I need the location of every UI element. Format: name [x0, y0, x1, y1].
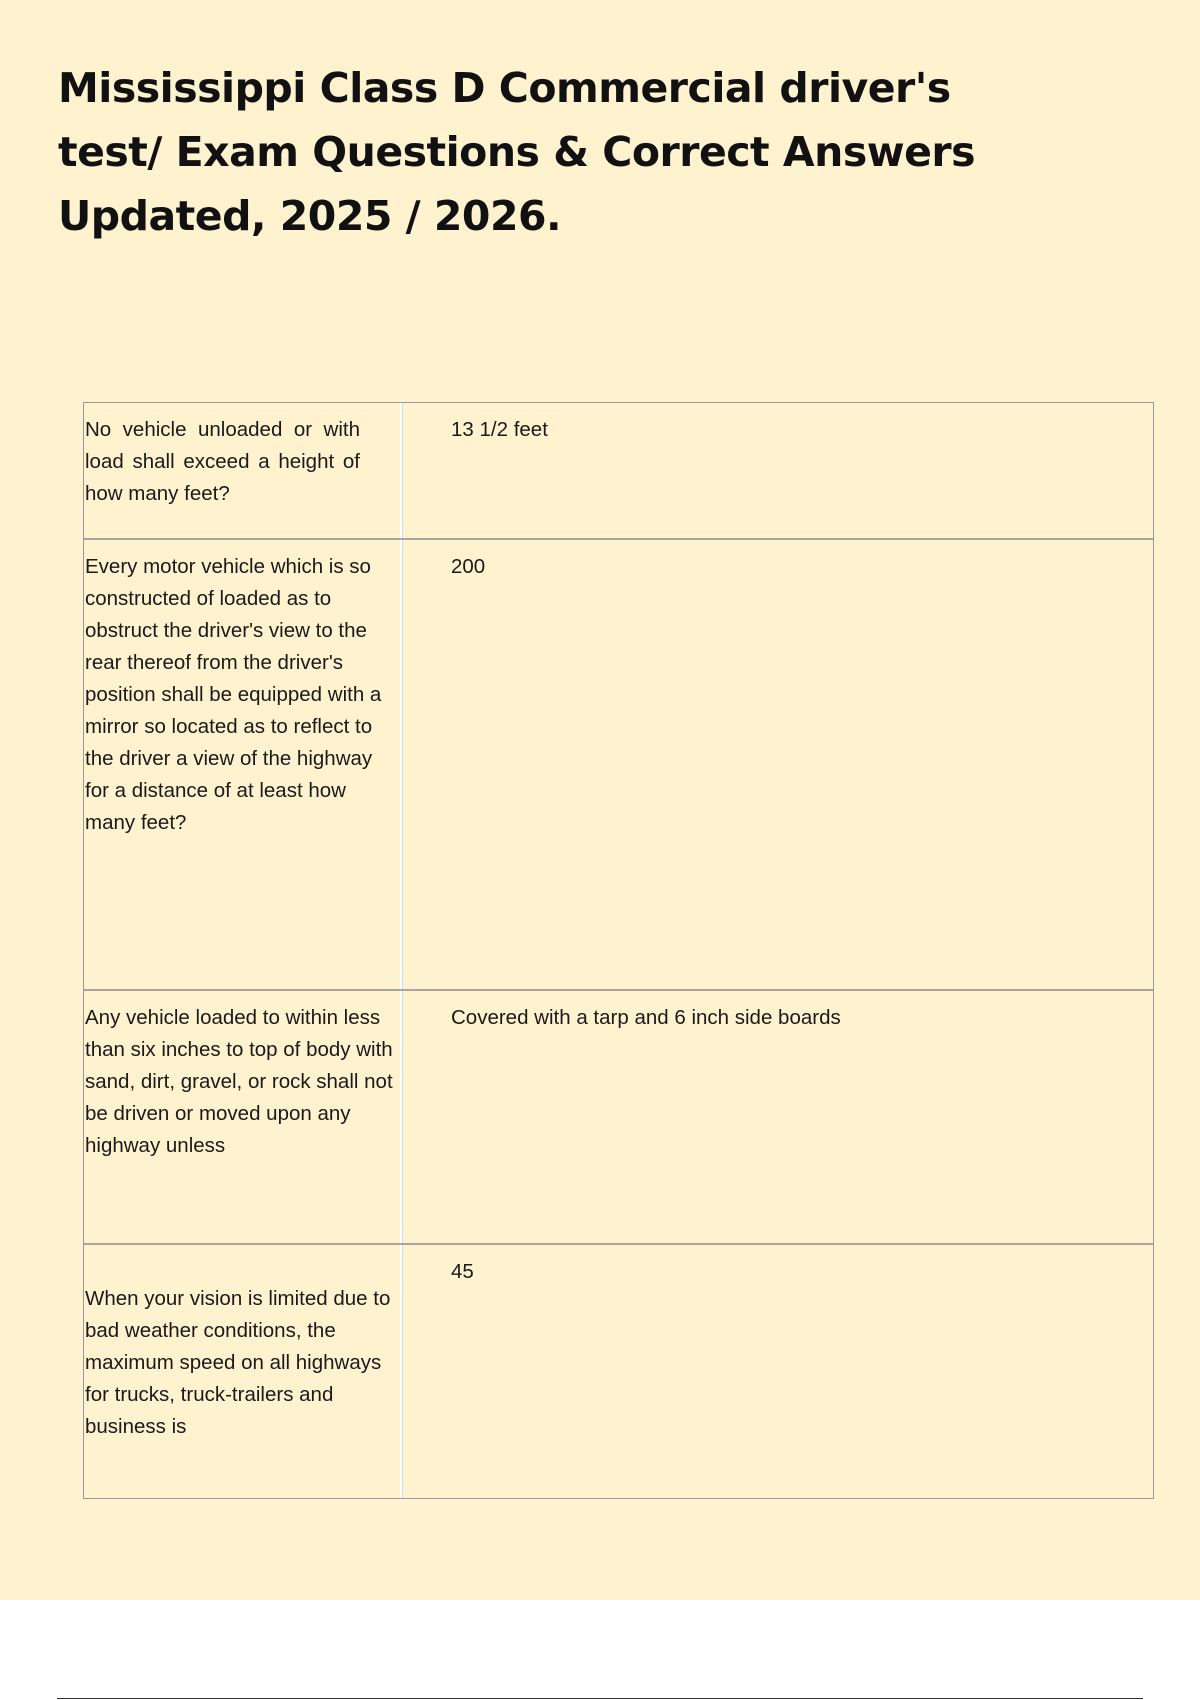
question-cell: When your vision is limited due to bad weather conditions, the maximum speed on all highways for trucks, truck-trailers and business is: [84, 1245, 402, 1498]
table-row: [84, 540, 1153, 991]
question-cell: No vehicle unloaded or with load shall exceed a height of how many feet?: [84, 403, 402, 538]
table-row: [84, 1245, 1153, 1498]
footer-divider: [57, 1698, 1143, 1699]
table-row: [84, 403, 1153, 540]
table-row: [84, 991, 1153, 1245]
qa-table: [83, 402, 1154, 1499]
answer-cell: 45: [402, 1245, 1153, 1498]
answer-cell: Covered with a tarp and 6 inch side boards: [402, 991, 1153, 1243]
answer-cell: 200: [402, 540, 1153, 989]
answer-cell: 13 1/2 feet: [402, 403, 1153, 538]
question-cell: Every motor vehicle which is so constructed of loaded as to obstruct the driver's view to the rear thereof from the driver's position shall be equipped with a mirror so located as to reflect to the driver a view of the highway for a distance of at least how many feet?: [84, 540, 402, 989]
question-cell: Any vehicle loaded to within less than six inches to top of body with sand, dirt, gravel, or rock shall not be driven or moved upon any highway unless: [84, 991, 402, 1243]
document-title: Mississippi Class D Commercial driver's test/ Exam Questions & Correct Answers Updated, 2025 / 2026.: [58, 64, 976, 240]
